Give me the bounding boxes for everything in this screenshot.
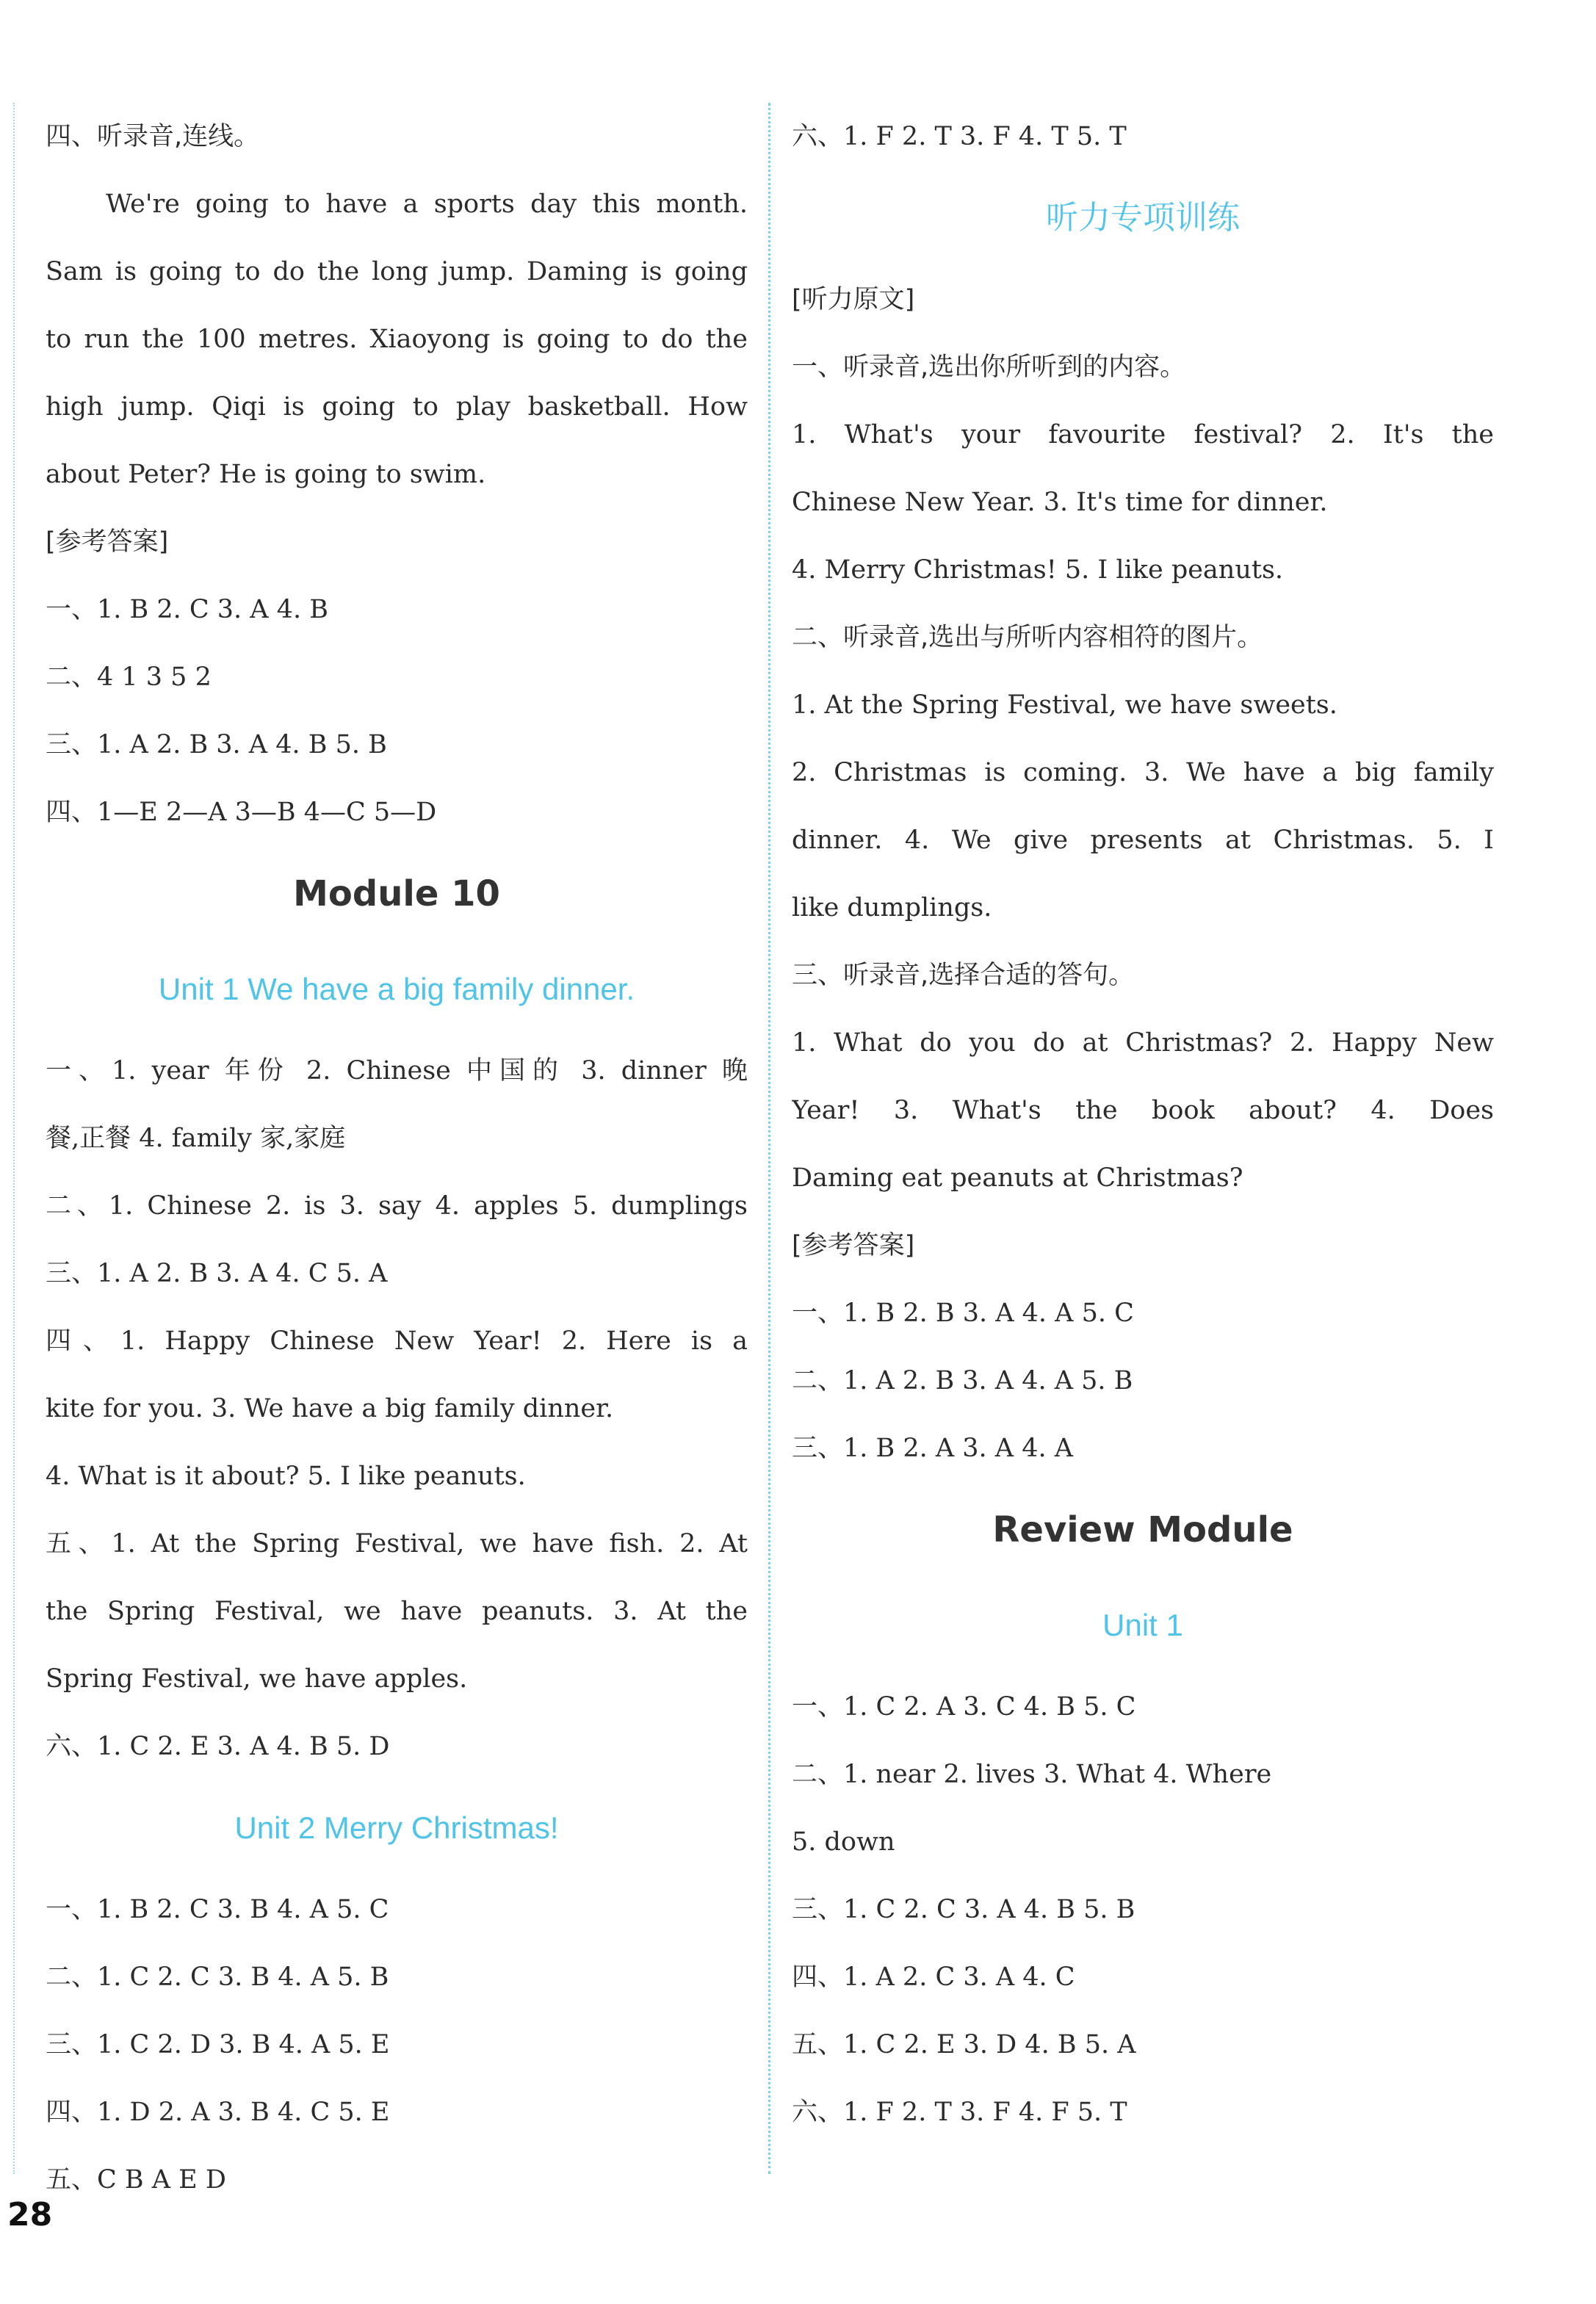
reference-answer-label: [参考答案] <box>792 1231 915 1260</box>
passage-line: to run the 100 metres. Xiaoyong is going to do the <box>46 325 748 354</box>
script-line: 1. What's your favourite festival? 2. It's the <box>792 420 1494 449</box>
answer-line: 二、4 1 3 5 2 <box>46 662 212 692</box>
section-heading: 二、听录音,选出与所听内容相符的图片。 <box>792 623 1263 652</box>
answer-line: 四、1. A 2. C 3. A 4. C <box>792 1962 1075 1992</box>
script-line: 2. Christmas is coming. 3. We have a big family <box>792 758 1494 787</box>
column-divider <box>768 103 770 2174</box>
answer-line: 五、1. At the Spring Festival, we have fish. 2. At <box>46 1529 748 1559</box>
section-title: 听力专项训练 <box>1046 199 1240 236</box>
module-title: Review Module <box>992 1509 1293 1550</box>
passage-line: We're going to have a sports day this month. <box>106 189 748 219</box>
section-heading: 四、听录音,连线。 <box>46 122 260 151</box>
section-heading: 一、听录音,选出你所听到的内容。 <box>792 353 1186 382</box>
answer-line: 六、1. F 2. T 3. F 4. F 5. T <box>792 2098 1127 2127</box>
page-number: 28 <box>7 2196 53 2233</box>
answer-line: kite for you. 3. We have a big family dinner. <box>46 1394 614 1423</box>
answer-line: 六、1. F 2. T 3. F 4. T 5. T <box>792 122 1127 151</box>
answer-line: 二、1. A 2. B 3. A 4. A 5. B <box>792 1366 1133 1395</box>
script-line: 1. What do you do at Christmas? 2. Happy New <box>792 1028 1494 1058</box>
answer-line: the Spring Festival, we have peanuts. 3. At the <box>46 1597 748 1626</box>
script-line: like dumplings. <box>792 893 992 922</box>
answer-line: 四、1. D 2. A 3. B 4. C 5. E <box>46 2098 390 2127</box>
left-margin-line <box>13 103 15 2174</box>
answer-line: 4. What is it about? 5. I like peanuts. <box>46 1462 526 1491</box>
unit-title: Unit 2 Merry Christmas! <box>234 1810 559 1845</box>
answer-line: 四、1. Happy Chinese New Year! 2. Here is a <box>46 1326 748 1356</box>
answer-line: 餐,正餐 4. family 家,家庭 <box>46 1124 346 1153</box>
script-line: 1. At the Spring Festival, we have sweets. <box>792 690 1337 720</box>
answer-line: 三、1. C 2. C 3. A 4. B 5. B <box>792 1895 1135 1924</box>
answer-line: 5. down <box>792 1827 895 1857</box>
answer-line: 二、1. C 2. C 3. B 4. A 5. B <box>46 1962 389 1992</box>
script-line: 4. Merry Christmas! 5. I like peanuts. <box>792 555 1284 585</box>
answer-line: 三、1. A 2. B 3. A 4. B 5. B <box>46 730 387 759</box>
answer-line: 三、1. B 2. A 3. A 4. A <box>792 1434 1074 1463</box>
passage-line: Sam is going to do the long jump. Daming is going <box>46 257 748 286</box>
answer-line: Spring Festival, we have apples. <box>46 1664 468 1694</box>
answer-line: 五、1. C 2. E 3. D 4. B 5. A <box>792 2030 1136 2059</box>
passage-line: high jump. Qiqi is going to play basketball. How <box>46 392 748 422</box>
answer-line: 一、1. year 年份 2. Chinese 中国的 3. dinner 晚 <box>46 1056 748 1086</box>
answer-line: 四、1—E 2—A 3—B 4—C 5—D <box>46 798 437 827</box>
unit-title: Unit 1 <box>1102 1608 1183 1642</box>
answer-line: 二、1. Chinese 2. is 3. say 4. apples 5. dumplings <box>46 1191 748 1221</box>
module-title: Module 10 <box>293 873 500 914</box>
answer-line: 三、1. C 2. D 3. B 4. A 5. E <box>46 2030 390 2059</box>
answer-line: 三、1. A 2. B 3. A 4. C 5. A <box>46 1259 388 1288</box>
script-label: [听力原文] <box>792 285 915 314</box>
answer-line: 二、1. near 2. lives 3. What 4. Where <box>792 1760 1272 1789</box>
script-line: Daming eat peanuts at Christmas? <box>792 1163 1243 1193</box>
right-column <box>792 103 1494 2146</box>
passage-line: about Peter? He is going to swim. <box>46 460 486 489</box>
answer-line: 五、C B A E D <box>46 2165 226 2195</box>
left-column <box>46 103 748 2214</box>
reference-answer-label: [参考答案] <box>46 527 169 557</box>
answer-line: 一、1. C 2. A 3. C 4. B 5. C <box>792 1692 1136 1722</box>
section-heading: 三、听录音,选择合适的答句。 <box>792 961 1135 990</box>
answer-line: 一、1. B 2. C 3. A 4. B <box>46 595 328 624</box>
answer-line: 六、1. C 2. E 3. A 4. B 5. D <box>46 1732 390 1761</box>
answer-line: 一、1. B 2. C 3. B 4. A 5. C <box>46 1895 389 1924</box>
script-line: Year! 3. What's the book about? 4. Does <box>792 1096 1494 1125</box>
answer-line: 一、1. B 2. B 3. A 4. A 5. C <box>792 1299 1134 1328</box>
script-line: Chinese New Year. 3. It's time for dinner. <box>792 488 1328 517</box>
script-line: dinner. 4. We give presents at Christmas. 5. I <box>792 826 1494 855</box>
unit-title: Unit 1 We have a big family dinner. <box>158 972 635 1006</box>
